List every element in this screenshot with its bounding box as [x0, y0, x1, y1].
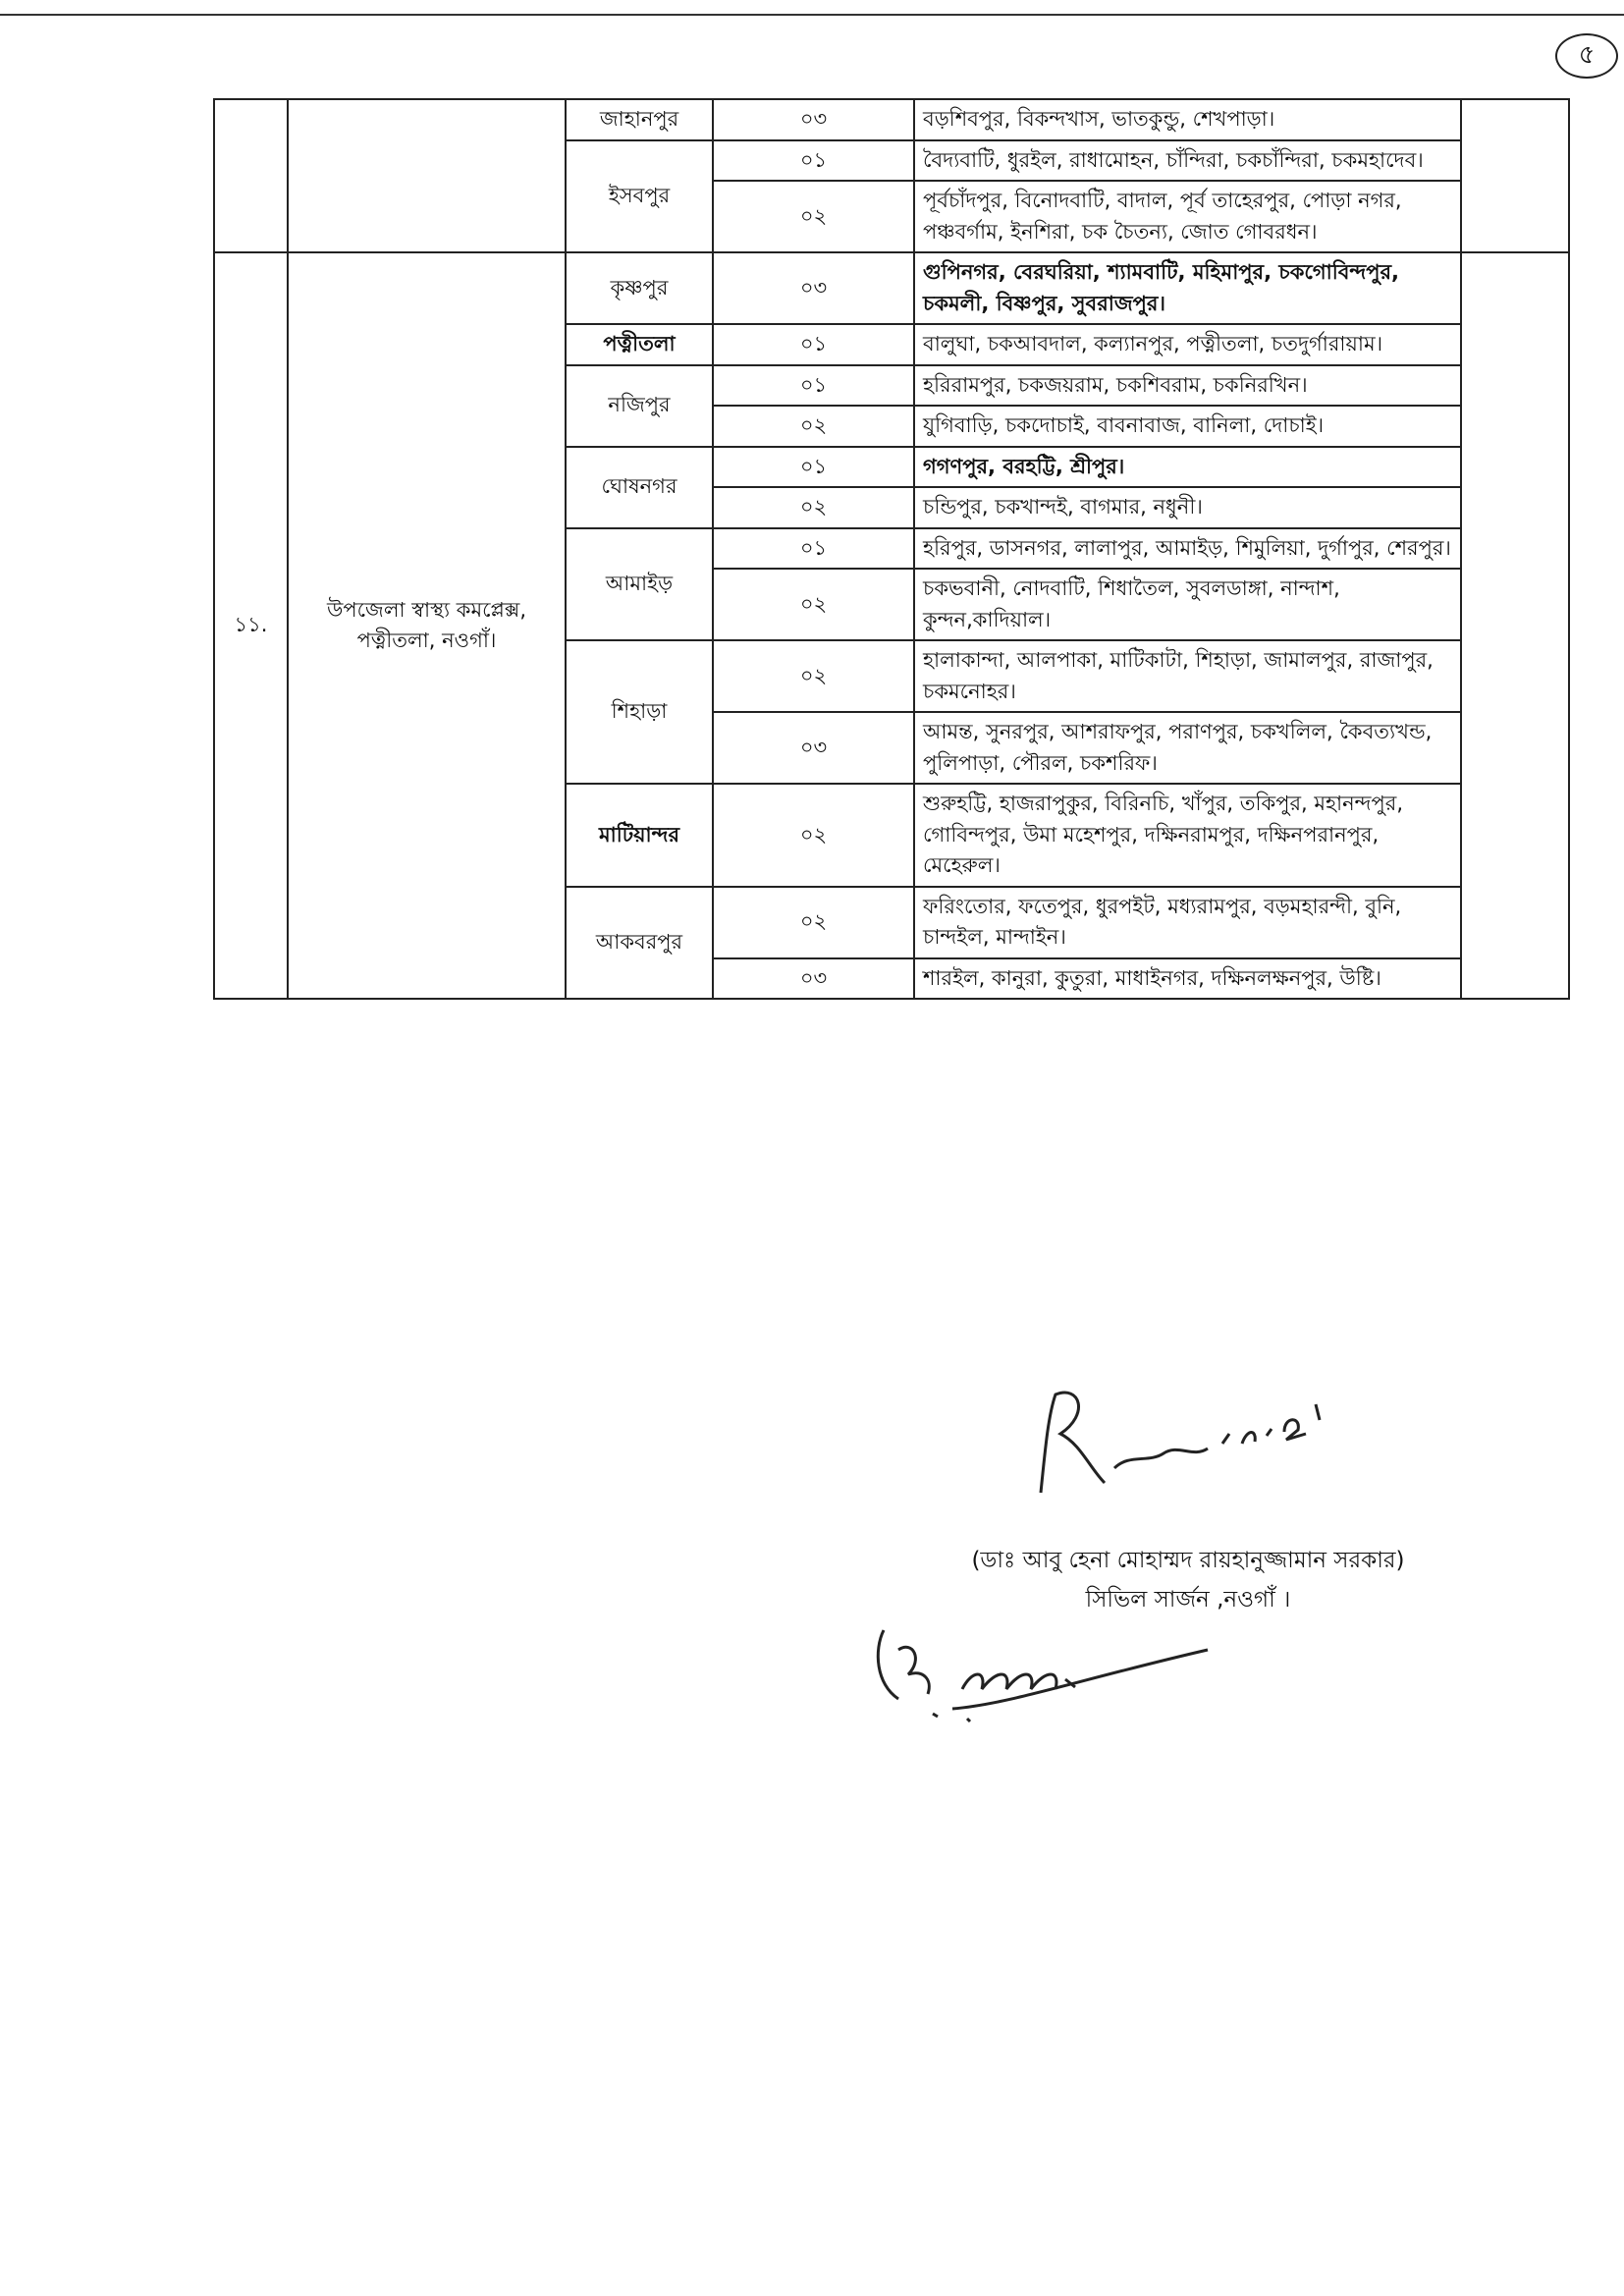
villages-cell: চন্ডিপুর, চকখান্দই, বাগমার, নধুনী।	[914, 487, 1461, 528]
villages-cell: ফরিংতোর, ফতেপুর, ধুরপইট, মধ্যরামপুর, বড়মহারন্দী, বুনি, চান্দইল, মান্দাইন।	[914, 887, 1461, 958]
ward-cell: ০২	[713, 181, 914, 252]
ward-cell: ০২	[713, 487, 914, 528]
scan-top-border	[0, 14, 1624, 16]
union-cell: আমাইড়	[566, 528, 713, 641]
serial-cell	[214, 99, 288, 252]
ward-cell: ০২	[713, 784, 914, 887]
union-cell: কৃষ্ণপুর	[566, 252, 713, 324]
ward-cell: ০৩	[713, 99, 914, 140]
union-cell: ঘোষনগর	[566, 447, 713, 528]
ward-cell: ০১	[713, 365, 914, 407]
union-cell: আকবরপুর	[566, 887, 713, 1000]
villages-cell: গুপিনগর, বেরঘরিয়া, শ্যামবাটি, মহিমাপুর, চকগোবিন্দপুর, চকমলী, বিষ্ণপুর, সুবরাজপুর।	[914, 252, 1461, 324]
initial-mark	[864, 1611, 1218, 1728]
signatory-name: (ডাঃ আবু হেনা মোহাম্মদ রায়হানুজ্জামান সরকার)	[971, 1548, 1405, 1573]
facility-cell: উপজেলা স্বাস্থ্য কমপ্লেক্স, পত্নীতলা, নওগাঁ।	[288, 252, 566, 999]
villages-cell: বড়শিবপুর, বিকন্দখাস, ভাতকুন্ডু, শেখপাড়া।	[914, 99, 1461, 140]
villages-cell: আমন্ত, সুনরপুর, আশরাফপুর, পরাণপুর, চকখলিল, কৈবত্যখন্ড, পুলিপাড়া, পৌরল, চকশরিফ।	[914, 712, 1461, 784]
union-cell: নজিপুর	[566, 365, 713, 447]
signature-mark	[1021, 1375, 1335, 1522]
union-cell: ইসবপুর	[566, 140, 713, 253]
ward-cell: ০১	[713, 140, 914, 182]
signatory-designation: সিভিল সার্জন ,নওগাঁ ।	[1085, 1587, 1291, 1613]
union-cell: জাহানপুর	[566, 99, 713, 140]
villages-cell: শারইল, কানুরা, কুতুরা, মাধাইনগর, দক্ষিনলক্ষনপুর, উষ্টি।	[914, 958, 1461, 1000]
ward-cell: ০২	[713, 406, 914, 447]
ward-cell: ০২	[713, 640, 914, 712]
ward-cell: ০৩	[713, 712, 914, 784]
allocation-table	[213, 98, 1570, 1000]
remarks-cell	[1461, 99, 1569, 252]
villages-cell: যুগিবাড়ি, চকদোচাই, বাবনাবাজ, বানিলা, দোচাই।	[914, 406, 1461, 447]
villages-cell: শুরুহট্টি, হাজরাপুকুর, বিরিনচি, খাঁপুর, তকিপুর, মহানন্দপুর, গোবিন্দপুর, উমা মহেশপুর, দক্ষিনরামপুর, দক্ষিনপরানপুর, মেহেরুল।	[914, 784, 1461, 887]
table-row	[214, 252, 1569, 324]
remarks-cell	[1461, 252, 1569, 999]
villages-cell: গগণপুর, বরহট্টি, শ্রীপুর।	[914, 447, 1461, 488]
union-cell: শিহাড়া	[566, 640, 713, 784]
table-body	[214, 99, 1569, 999]
ward-cell: ০৩	[713, 958, 914, 1000]
union-cell: মাটিয়ান্দর	[566, 784, 713, 887]
serial-cell: ১১.	[214, 252, 288, 999]
ward-cell: ০৩	[713, 252, 914, 324]
facility-cell	[288, 99, 566, 252]
ward-cell: ০১	[713, 324, 914, 365]
ward-cell: ০১	[713, 447, 914, 488]
ward-cell: ০২	[713, 569, 914, 640]
villages-cell: হালাকান্দা, আলপাকা, মাটিকাটা, শিহাড়া, জামালপুর, রাজাপুর, চকমনোহর।	[914, 640, 1461, 712]
villages-cell: হরিরামপুর, চকজয়রাম, চকশিবরাম, চকনিরখিন।	[914, 365, 1461, 407]
villages-cell: বৈদ্যবাটি, ধুরইল, রাধামোহন, চাঁন্দিরা, চকচাঁন্দিরা, চকমহাদেব।	[914, 140, 1461, 182]
villages-cell: বালুঘা, চকআবদাল, কল্যানপুর, পত্নীতলা, চতদুর্গারায়াম।	[914, 324, 1461, 365]
table-row	[214, 99, 1569, 140]
union-cell: পত্নীতলা	[566, 324, 713, 365]
villages-cell: হরিপুর, ডাসনগর, লালাপুর, আমাইড়, শিমুলিয়া, দুর্গাপুর, শেরপুর।	[914, 528, 1461, 570]
villages-cell: পূর্বচাঁদপুর, বিনোদবাটি, বাদাল, পূর্ব তাহেরপুর, পোড়া নগর, পঞ্চবর্গাম, ইনশিরা, চক চৈতন্য, জোত গোবরধন।	[914, 181, 1461, 252]
villages-cell: চকভবানী, নোদবাটি, শিধাতৈল, সুবলডাঙ্গা, নান্দাশ, কুন্দন,কাদিয়াল।	[914, 569, 1461, 640]
ward-cell: ০১	[713, 528, 914, 570]
ward-cell: ০২	[713, 887, 914, 958]
page-number: ৫	[1555, 33, 1618, 79]
